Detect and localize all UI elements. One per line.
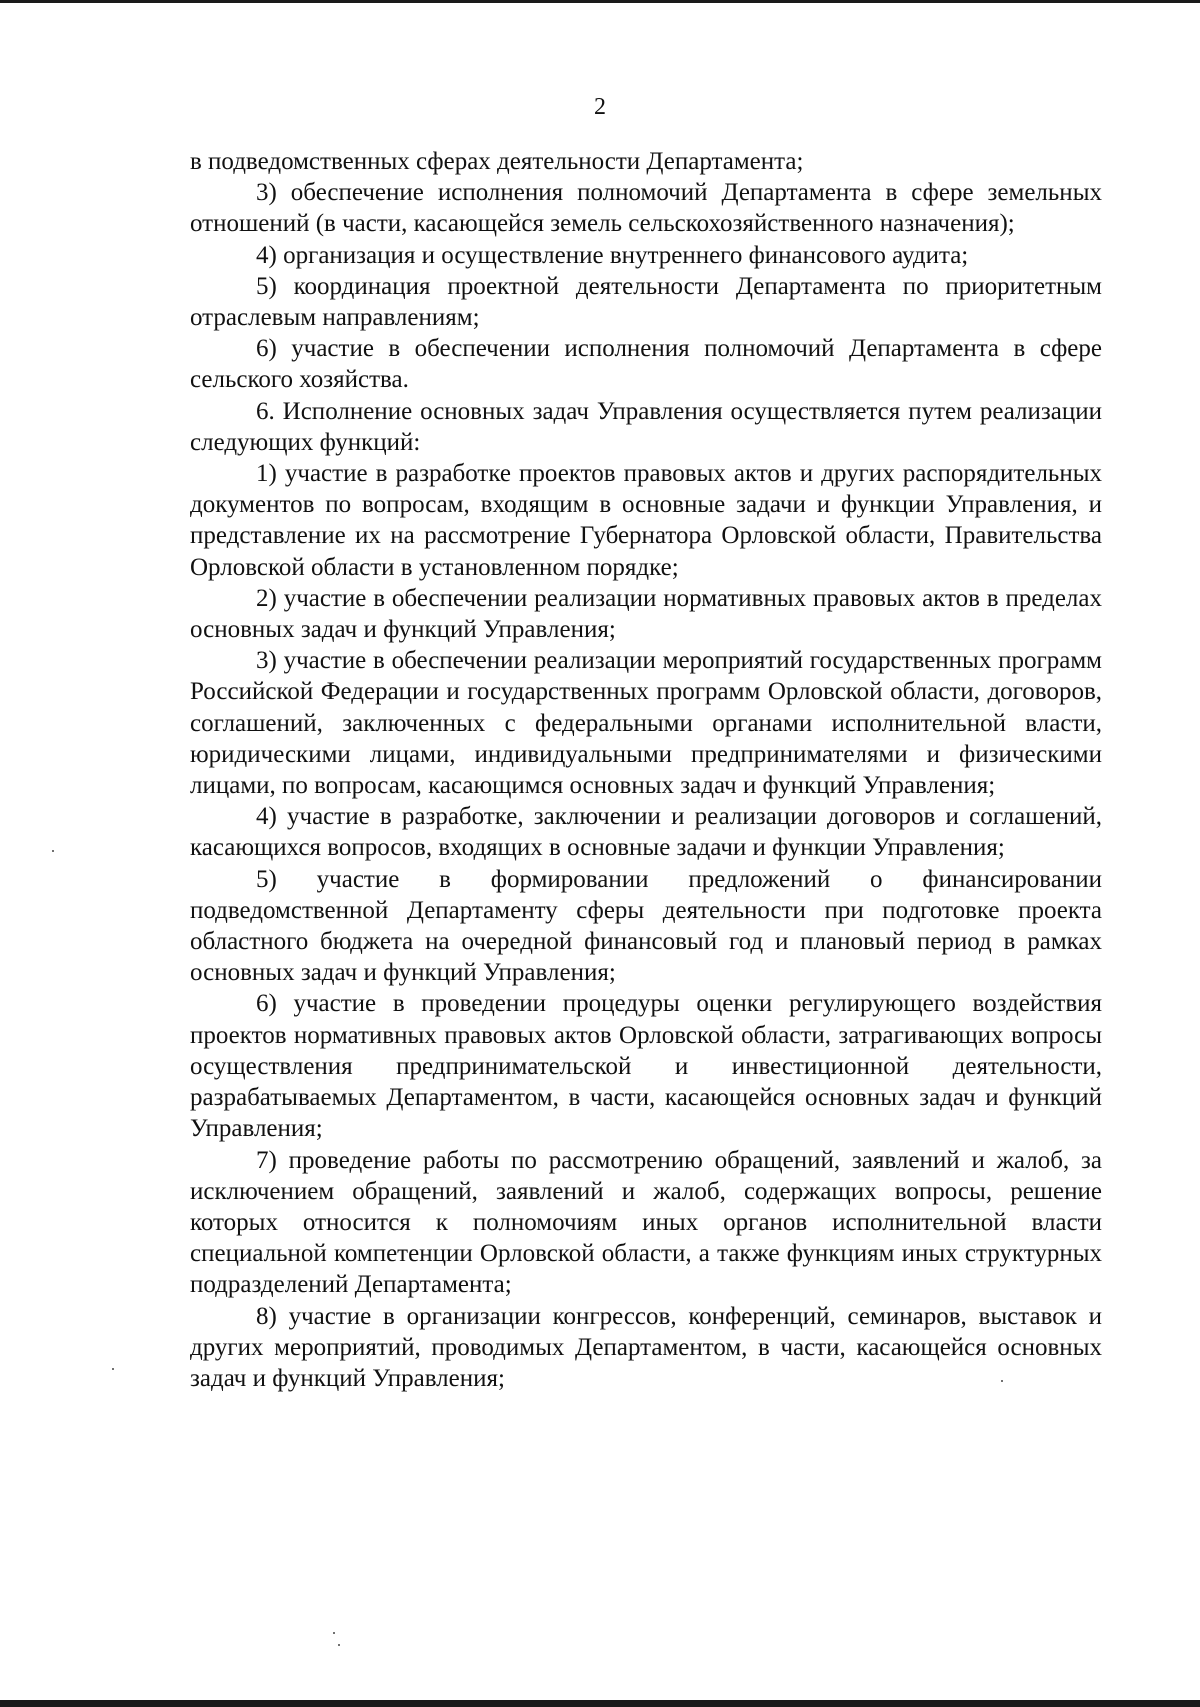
scan-top-edge [0,0,1200,3]
paragraph-function-2: 2) участие в обеспечении реализации нормативных правовых актов в пределах основных задач и функций Управления; [190,584,1102,644]
scan-speck [112,1368,114,1370]
scan-bottom-edge [0,1700,1200,1707]
paragraph-task-5: 5) координация проектной деятельности Департамента по приоритетным отраслевым направлениям; [190,272,1102,332]
scan-speck [52,850,54,852]
scan-speck [338,1644,340,1646]
paragraph-function-7: 7) проведение работы по рассмотрению обращений, заявлений и жалоб, за исключением обращений, заявлений и жалоб, содержащих вопросы, решение которых относится к полномочиям иных органов исполнительной власти специальной компетенции Орловской области, а также функциям иных структурных подразделений Департамента; [190,1146,1102,1299]
paragraph-section-6: 6. Исполнение основных задач Управления осуществляется путем реализации следующих функций: [190,397,1102,456]
paragraph-function-6: 6) участие в проведении процедуры оценки регулирующего воздействия проектов нормативных правовых актов Орловской области, затрагивающих вопросы осуществления предпринимательской и инвестиционной деятельности, разрабатываемых Департаментом, в части, касающейся основных задач и функций Управления; [190,990,1102,1143]
paragraph-task-3: 3) обеспечение исполнения полномочий Департамента в сфере земельных отношений (в части, касающейся земель сельскохозяйственного назначения); [190,179,1102,238]
scan-speck [1001,1380,1003,1382]
paragraph-function-5: 5) участие в формировании предложений о финансировании подведомственной Департаменту сферы деятельности при подготовке проекта областного бюджета на очередной финансовый год и плановый период в рамках основных задач и функций Управления; [190,865,1102,987]
paragraph-function-4: 4) участие в разработке, заключении и реализации договоров и соглашений, касающихся вопросов, входящих в основные задачи и функции Управления; [190,803,1102,862]
paragraph-task-4: 4) организация и осуществление внутреннего финансового аудита; [256,241,969,269]
page-number: 2 [594,94,606,120]
paragraph-function-3: 3) участие в обеспечении реализации мероприятий государственных программ Российской Федерации и государственных программ Орловской области, договоров, соглашений, заключенных с федеральными органами исполнительной власти, юридическими лицами, индивидуальными предпринимателями и физическими лицами, по вопросам, касающимся основных задач и функций Управления; [190,647,1102,800]
paragraph-function-1: 1) участие в разработке проектов правовых актов и других распорядительных документов по вопросам, входящим в основные задачи и функции Управления, и представление их на рассмотрение Губернатора Орловской области, Правительства Орловской области в установленном порядке; [190,460,1102,581]
paragraph-continuation: в подведомственных сферах деятельности Департамента; [190,148,804,175]
paragraph-task-6: 6) участие в обеспечении исполнения полномочий Департамента в сфере сельского хозяйства. [190,335,1102,394]
paragraph-function-8: 8) участие в организации конгрессов, конференций, семинаров, выставок и других мероприятий, проводимых Департаментом, в части, касающейся основных задач и функций Управления; [190,1302,1102,1392]
scan-speck [333,1632,335,1634]
document-body [190,146,1102,1394]
